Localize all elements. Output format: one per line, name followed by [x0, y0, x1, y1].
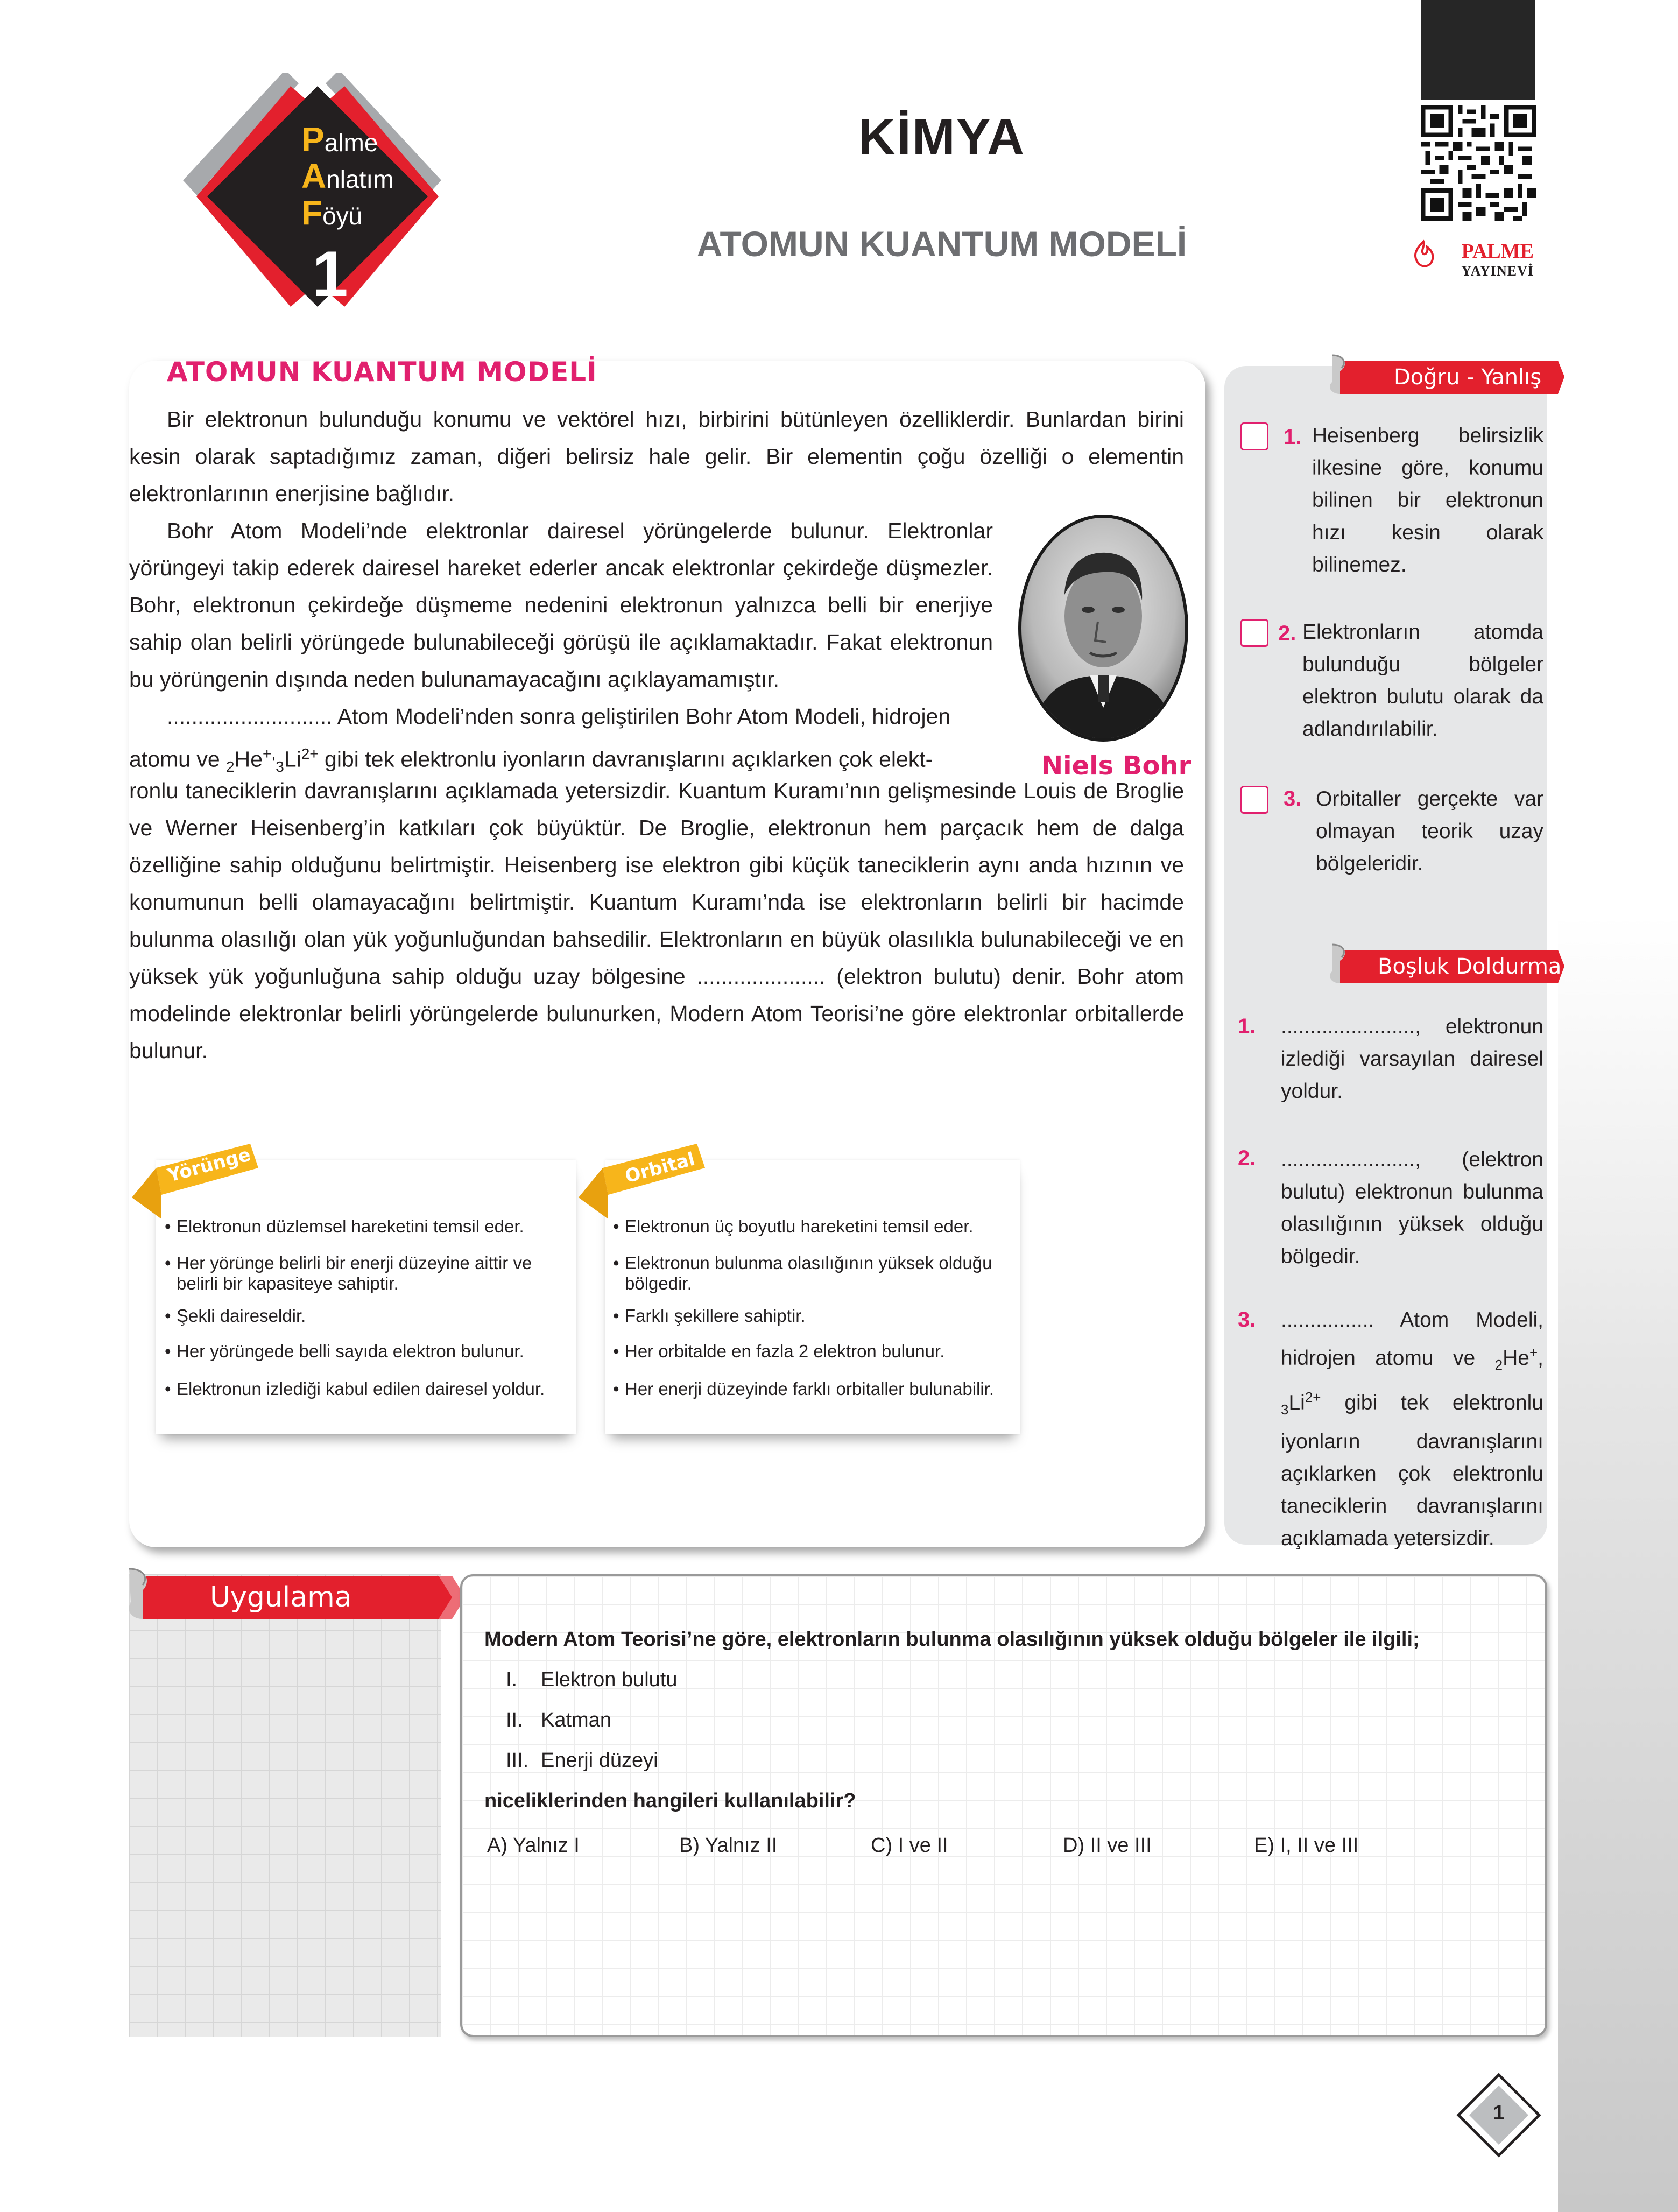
statement-1-text: Elektron bulutu [541, 1668, 678, 1691]
page-edge-strip [1558, 915, 1678, 2212]
li-symbol: Li [284, 746, 301, 772]
para3-text-b: gibi tek elektronlu iyonların davranışlarını açıklarken çok elekt- [318, 746, 933, 772]
list-item: • Her orbitalde en fazla 2 elektron bulunur. [615, 1341, 1013, 1362]
card-orbital-list [615, 1216, 1013, 1399]
paragraph-3-line-1-text: ........................... Atom Modeli’nden sonra geliştirilen Bohr Atom Modeli, hidrojen [167, 704, 951, 729]
qr-code-icon[interactable] [1421, 105, 1536, 221]
list-item: • Elektronun üç boyutlu hareketini temsil eder. [615, 1216, 1013, 1237]
statement-2-num: II. [506, 1709, 523, 1731]
bd3-li-sub: 3 [1281, 1401, 1289, 1418]
tag-yorunge: Yörünge [165, 1144, 253, 1187]
li-superscript: 2+ [301, 745, 319, 762]
tag-orbital: Orbital [623, 1148, 697, 1188]
publisher-name: PALME [1461, 240, 1534, 263]
niels-bohr-portrait [1017, 514, 1189, 743]
bd3-li: Li [1288, 1391, 1305, 1414]
portrait-caption: Niels Bohr [1041, 751, 1191, 781]
para3-text-a: atomu ve [129, 746, 227, 772]
list-item: • Elektronun bulunma olasılığının yüksek olduğu bölgedir. [615, 1253, 1013, 1294]
logo-word-anlatim: nlatım [326, 165, 394, 193]
publisher-logo [1410, 239, 1539, 279]
bd-text-2: ......................., (elektron bulutu) elektronun bulunma olasılığının yüksek olduğu bölgedir. [1281, 1148, 1543, 1268]
checkbox-3[interactable] [1240, 786, 1268, 814]
dy-text-2: Elektronların atomda bulunduğu bölgeler elektron bulutu olarak da adlandırılabilir. [1302, 621, 1543, 741]
banner-dogru-yanlis: Doğru - Yanlış [1394, 365, 1542, 390]
li-subscript: 3 [276, 758, 284, 775]
paragraph-2: Bohr Atom Modeli’nde elektronlar dairesel yörüngelerde bulunur. Elektronlar yörüngeyi takip ederek dairesel hareket ederler ancak elektronlar çekirdeğe düşmezler. Bohr, elektronun çekirdeğe düşmeme nedenini elektronun yalnızca belli bir enerjiye sahip olan belirli yörüngede bulunabileceği görüşü ile açıklamaktadır. Fakat elektronun bu yörüngenin dışında neden bulunamayacağını açıklayamamıştır. [129, 518, 993, 692]
list-item: • Elektronun izlediği kabul edilen dairesel yoldur. [167, 1379, 568, 1399]
dy-num-2: 2. [1278, 622, 1296, 645]
logo-letter-p: P [301, 120, 325, 159]
he-superscript: +, [263, 745, 276, 762]
bd3-he-sub: 2 [1494, 1356, 1503, 1373]
logo-text [301, 120, 394, 233]
option-d[interactable]: D) II ve III [1063, 1834, 1152, 1857]
list-item: • Her enerji düzeyinde farklı orbitaller bulunabilir. [615, 1379, 1013, 1399]
uygulama-grid-panel [129, 1574, 441, 2037]
page-title: KİMYA [858, 108, 1026, 166]
logo-number: 1 [312, 238, 348, 310]
banner-bosluk-doldurma: Boşluk Doldurma [1378, 954, 1562, 979]
bd3-he-sup: + [1529, 1344, 1538, 1361]
bd-num-2: 2. [1238, 1146, 1256, 1170]
option-c[interactable]: C) I ve II [871, 1834, 948, 1857]
logo-word-palme: alme [324, 129, 378, 157]
bd-num-3: 3. [1238, 1308, 1256, 1332]
question-ask: niceliklerinden hangileri kullanılabilir? [484, 1790, 856, 1812]
logo-word-foyu: öyü [322, 202, 363, 230]
logo-letter-a: A [301, 157, 327, 195]
flame-icon [1410, 239, 1437, 270]
statement-1-num: I. [506, 1668, 518, 1691]
card-yorunge-list [167, 1216, 568, 1399]
checkbox-1[interactable] [1240, 422, 1268, 450]
dy-num-1: 1. [1284, 425, 1302, 449]
checkbox-2[interactable] [1240, 619, 1268, 647]
statement-3-num: III. [506, 1749, 529, 1772]
list-item: • Elektronun düzlemsel hareketini temsil eder. [167, 1216, 568, 1237]
logo-letter-f: F [301, 193, 323, 232]
bd-text-1: ......................., elektronun izlediği varsayılan dairesel yoldur. [1281, 1015, 1543, 1103]
statement-2-text: Katman [541, 1709, 611, 1731]
dy-num-3: 3. [1284, 787, 1302, 811]
question-stem: Modern Atom Teorisi’ne göre, elektronların bulunma olasılığının yüksek olduğu bölgeler ile ilgili; [484, 1628, 1420, 1651]
page-number: 1 [1493, 2102, 1505, 2124]
list-item: • Şekli daireseldir. [167, 1306, 568, 1326]
bd3-comma: , [1538, 1347, 1543, 1370]
paragraph-1: Bir elektronun bulunduğu konumu ve vektörel hızı, birbirini bütünleyen özelliklerdir. Bunlardan birini kesin olarak saptadığımız zaman, diğeri belirsiz hale gelir. Bir elementin çoğu özelliği o elementin elektronlarının enerjisine bağlıdır. [129, 407, 1184, 506]
paragraph-3-line-1 [129, 698, 993, 735]
he-subscript: 2 [226, 758, 235, 775]
corner-block [1421, 0, 1535, 100]
bd3-text-b: gibi tek elektronlu iyonların davranışlarını açıklarken çok elektronlu taneciklerin davranışlarını açıklamada yetersizdir. [1281, 1391, 1543, 1550]
option-a[interactable]: A) Yalnız I [487, 1834, 580, 1857]
bd3-he: He [1503, 1347, 1529, 1370]
list-item: • Farklı şekillere sahiptir. [615, 1306, 1013, 1326]
bd3-li-sup: 2+ [1305, 1389, 1321, 1405]
list-item: • Her yörünge belirli bir enerji düzeyine aittir ve belirli bir kapasiteye sahiptir. [167, 1253, 568, 1294]
list-item: • Her yörüngede belli sayıda elektron bulunur. [167, 1341, 568, 1362]
bd-num-1: 1. [1238, 1015, 1256, 1038]
bd3-text-a: ................ Atom Modeli, hidrojen atomu ve [1281, 1308, 1543, 1370]
option-b[interactable]: B) Yalnız II [679, 1834, 778, 1857]
banner-uygulama: Uygulama [210, 1581, 352, 1614]
paragraph-3-rest: ronlu taneciklerin davranışlarını açıklamada yetersizdir. Kuantum Kuramı’nın gelişmesinde Louis de Broglie ve Werner Heisenberg’in katkıları çok büyüktür. De Broglie, elektronun hem parçacık hem de dalga özelliğine sahip olduğunu belirtmiştir. Heisenberg ise elektron gibi küçük taneciklerin aynı anda hızının ve konumunun belli olamayacağını belirtmiştir. Kuantum Kuramı’nda ise elektronların belirli bir hacimde bulunma olasılığı olan yük yoğunluğundan bahsedilir. Elektronların en büyük olasılıkla bulunabileceği ve en yüksek yük yoğunluğuna sahip olduğu uzay bölgesine ..................... (elektron bulutu) denir. Bohr atom modelinde elektronlar belirli yörüngelerde bulunurken, Modern Atom Teorisi’ne göre elektronlar orbitallerde bulunur. [129, 778, 1184, 1063]
bd-text-3 [1281, 1304, 1543, 1555]
page-subtitle: ATOMUN KUANTUM MODELİ [696, 224, 1187, 264]
statement-3-text: Enerji düzeyi [541, 1749, 658, 1772]
option-e[interactable]: E) I, II ve III [1254, 1834, 1359, 1857]
he-symbol: He [234, 746, 263, 772]
publisher-sub: YAYINEVİ [1461, 263, 1534, 279]
dy-text-3: Orbitaller gerçekte var olmayan teorik uzay bölgeleridir. [1316, 787, 1543, 875]
section-heading: ATOMUN KUANTUM MODELİ [167, 356, 597, 388]
dy-text-1: Heisenberg belirsizlik ilkesine göre, konumu bilinen bir elektronun hızı kesin olarak bilinemez. [1312, 424, 1543, 576]
